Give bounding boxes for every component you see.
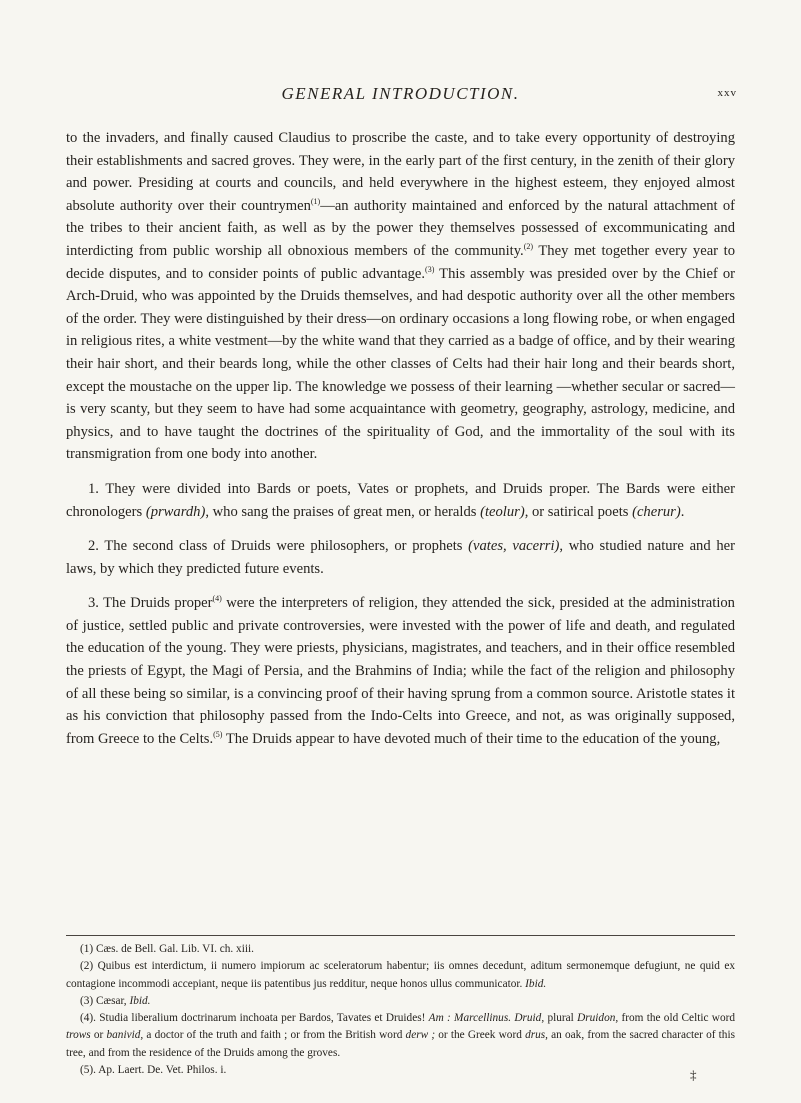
footnote-1: (1) Cæs. de Bell. Gal. Lib. VI. ch. xiii.	[80, 943, 254, 955]
paragraph-druids-proper: 3. The Druids proper$^{(4)}$ were the interpreters of religion, they attended the sick, presided at the administration of justice, settled public and private controversies, were invested with the power of life and death, and regulated the education of the young. They were priests, physicians, magistrates, and teachers, and in their office resembled the priests of Egypt, the Magi of Persia, and the Brahmins of India; while the fact of the religion and philosophy of all these being so similar, is a convincing proof of their having sprung from a common source. Aristotle states it as his conviction that philosophy passed from the Indo-Celts into Greece, and not, as was originally supposed, from Greece to the Celts.$^{(5)}$ The Druids appear to have devoted much of their time to the education of the young,	[66, 594, 735, 747]
footnote-ref-4[interactable]: (4)	[212, 594, 222, 604]
paragraph-1: to the invaders, and finally caused Claudius to proscribe the caste, and to take every opportunity of destroying their establishments and sacred groves. They were, in the early part of the first century, in the zenith of their glory and power. Presiding at courts and councils, and held everywhere in the highest esteem, they enjoyed almost absolute authority over their countrymen$^{(1)}$—an authority maintained and enforced by the natural attachment of the tribes to their ancient faith, as well as by the power they themselves possessed of excommunicating and interdicting from public worship all obnoxious members of the community.$^{(2)}$ They met together every year to decide disputes, and to consider points of public advantage.$^{(3)}$ This assembly was presided over by the Chief or Arch-Druid, who was appointed by the Druids themselves, and had despotic authority over all the other members of the order. They were distinguished by their dress—on ordinary occasions a long flowing robe, or when engaged in religious rites, a white vestment—by the white wand that they carried as a badge of office, and by their wearing their hair short, and their beards long, while the other classes of Celts had their hair long and their beards short, except the moustache on the upper lip. The knowledge we possess of their learning —whether secular or sacred—is very scanty, but they seem to have had some acquaintance with geometry, geography, astrology, medicine, and physics, and to have taught the doctrines of the spirituality of God, and the immortality of the soul with its transmigration from one body into another.	[66, 130, 735, 463]
footnote-divider	[66, 935, 735, 936]
footnote-2: (2) Quibus est interdictum, ii numero impiorum ac sceleratorum habentur; iis omnes decedunt, aditum sermonemque defugiunt, ne quid ex contagione incommodi accepiant, neque iis patentibus jus redditur, neque honos ullus communicator. Ibid.	[66, 960, 735, 990]
page-header	[0, 84, 801, 108]
footnote-5: (5). Ap. Laert. De. Vet. Philos. i.	[80, 1064, 227, 1077]
body-text	[66, 127, 735, 750]
footnote-ref-5[interactable]: (5)	[213, 729, 223, 739]
footnote-ref-2[interactable]: (2)	[523, 241, 534, 251]
paragraph-vates: 2. The second class of Druids were philosophers, or prophets (vates, vacerri), who studied nature and her laws, by which they predicted future events.	[66, 538, 735, 577]
footnote-3: (3) Cæsar, Ibid.	[80, 994, 151, 1007]
footnote-4: (4). Studia liberalium doctrinarum inchoata per Bardos, Tavates et Druides! Am : Marcellinus. Druid, plural Druidon, from the old Celtic word trows or banivid, a doctor of the truth and faith ; or from the British word derw ; or the Greek word drus, an oak, from the sacred character of this tree, and from the residence of the Druids among the groves.	[66, 1012, 736, 1059]
signature-mark: ‡	[690, 1067, 697, 1082]
footnote-ref-1[interactable]: (1)	[310, 196, 321, 206]
footnotes	[66, 941, 735, 1079]
page-number: xxv	[717, 87, 737, 99]
footnote-ref-3[interactable]: (3)	[425, 264, 435, 274]
paragraph-bards: 1. They were divided into Bards or poets, Vates or prophets, and Druids proper. The Bards were either chronologers (prwardh), who sang the praises of great men, or heralds (teolur), or satirical poets (cherur).	[66, 480, 735, 520]
running-head: GENERAL INTRODUCTION.	[281, 84, 520, 103]
